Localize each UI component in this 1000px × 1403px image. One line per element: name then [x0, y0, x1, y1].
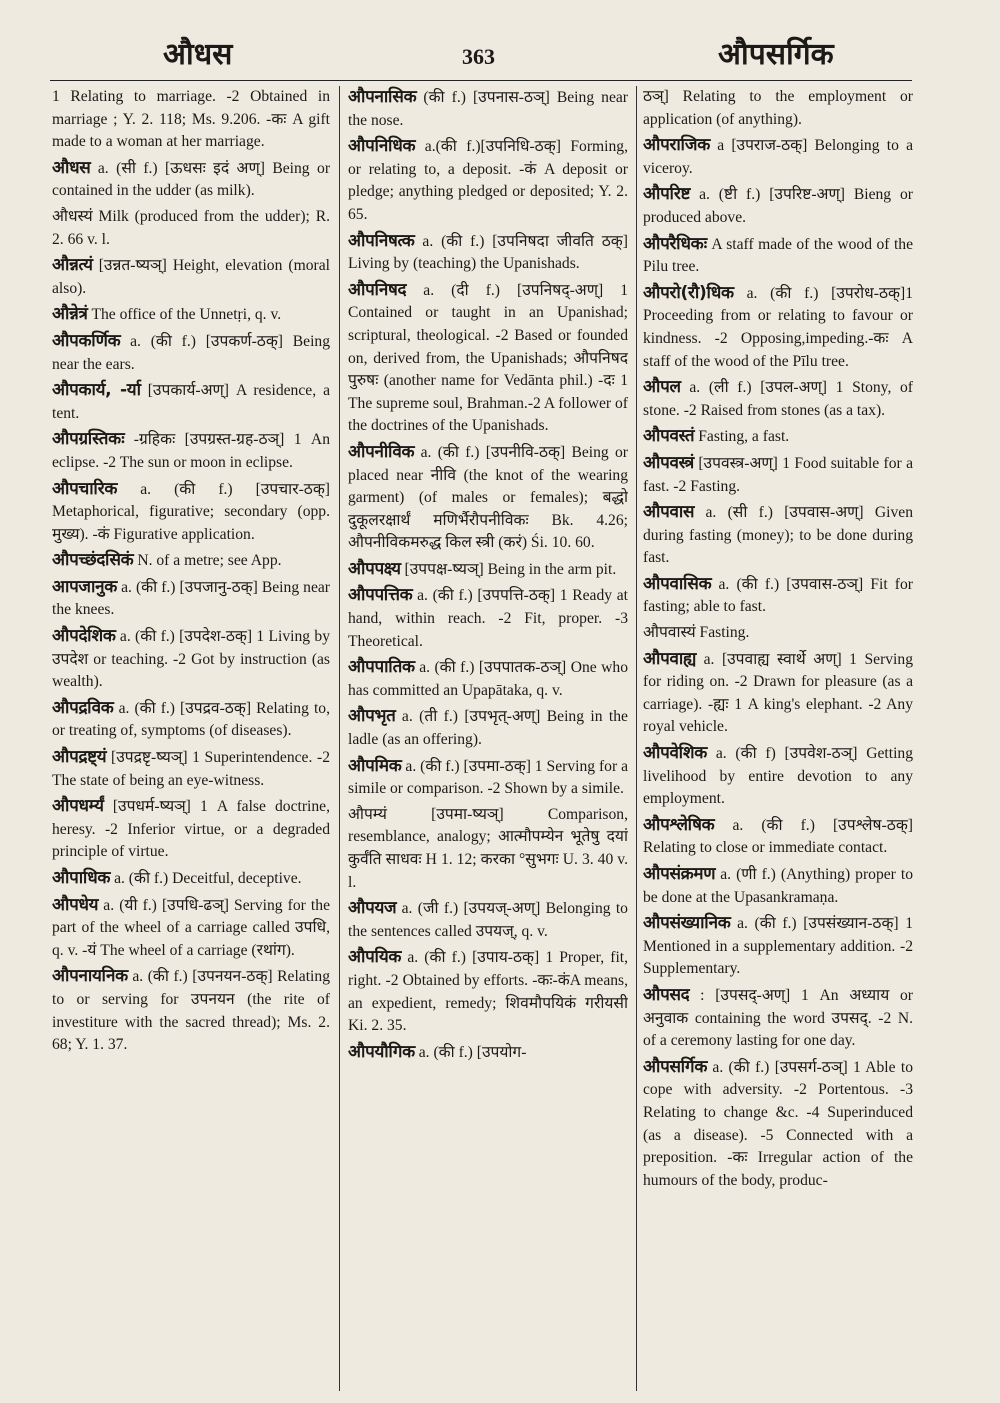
- entry-definition: a. (की f.) [उपयोग-: [418, 1043, 527, 1061]
- dictionary-entry: [52, 625, 330, 694]
- headword: औपश्लेषिक: [643, 814, 715, 835]
- column-2: [348, 86, 628, 1391]
- dictionary-entry: [643, 814, 913, 860]
- dictionary-entry: [52, 894, 330, 963]
- entry-definition: a. (ष्टी f.) [उपरिष्ट-अण्] Bieng or produced above.: [643, 186, 913, 226]
- entry-definition: ठञ्] Relating to the employment or application (of anything).: [643, 88, 913, 128]
- entry-definition: a. (की f.) [उपनयन-ठक्] Relating to or serving for उपनयन (the rite of investiture with the sacred thread); Ms. 2. 68; Y. 1. 37.: [52, 968, 330, 1054]
- headword: औपधेय: [52, 894, 99, 915]
- headword: औपनिषद: [348, 279, 407, 300]
- dictionary-entry: [348, 584, 628, 653]
- entry-definition: A staff made of the wood of the Pilu tree.: [643, 235, 913, 276]
- dictionary-entry: [52, 330, 330, 376]
- dictionary-entry: [52, 254, 330, 300]
- dictionary-entry: [643, 376, 913, 422]
- entry-definition: a. (की f.) [उपद्रव-ठक्] Relating to, or treating of, symptoms (of diseases).: [52, 699, 330, 740]
- headword: औपराजिक: [643, 135, 710, 156]
- header-rule: [50, 80, 912, 81]
- headword: औपकर्णिक: [52, 330, 121, 351]
- dictionary-entry: [52, 576, 330, 622]
- headword: औपयौगिक: [348, 1041, 415, 1062]
- dictionary-entry: [348, 135, 628, 226]
- entry-definition: a [उपराज-ठक्] Belonging to a viceroy.: [643, 137, 913, 177]
- entry-definition: : [उपसद्-अण्] 1 An अध्याय or अनुवाक containing the word उपसद्. -2 N. of a ceremony lasting for one day.: [643, 986, 913, 1050]
- dictionary-entry: [643, 134, 913, 180]
- dictionary-entry: [348, 230, 628, 276]
- headword: औपयिक: [348, 947, 402, 968]
- entry-definition: a.(की f.)[उपनिधि-ठक्] Forming, or relating to, a deposit. -कं A deposit or pledge; anything pledged or deposited; Y. 2. 65.: [348, 138, 628, 223]
- entry-definition: [उपवस्त्र-अण्] 1 Food suitable for a fast. -2 Fasting.: [643, 454, 913, 495]
- entry-definition: a. (की f.) [उपाय-ठक्] 1 Proper, fit, right. -2 Obtained by efforts. -कः-कंA means, an expedient, remedy; शिवमौपयिकं गरीयसी Ki. 2. 35.: [348, 949, 628, 1035]
- entry-definition: a. (की f.) [उपरोध-ठक्]1 Proceeding from or relating to favour or kindness. -2 Opposing,impeding.-कः A staff of the wood of the Pīlu tree.: [643, 284, 913, 370]
- headword: औन्नेत्रं: [52, 304, 88, 325]
- entry-definition: a. (यी f.) [उपधि-ढञ्] Serving for the part of the wheel of a carriage called उपधि, q. v. -यं The wheel of a carriage (रथांग).: [52, 896, 330, 959]
- headword: औन्नत्यं: [52, 255, 93, 276]
- entry-definition: a. (की f.) [उपपातक-ठञ्] One who has committed an Upapātaka, q. v.: [348, 659, 628, 699]
- dictionary-entry: [643, 1056, 913, 1193]
- headword: औपसर्गिक: [643, 1056, 708, 1077]
- headword: औपभृत: [348, 706, 396, 727]
- entry-definition: a. (सी f.) [ऊधसः इदं अण्] Being or contained in the udder (as milk).: [52, 159, 330, 200]
- dictionary-entry: [52, 379, 330, 425]
- headword: औपरो(रौ)धिक: [643, 282, 734, 303]
- dictionary-entry: [52, 549, 330, 573]
- headword: औपदेशिक: [52, 626, 116, 647]
- headword: औपग्रस्तिकः: [52, 429, 125, 450]
- entry-definition: Fasting, a fast.: [698, 428, 790, 446]
- dictionary-entry: [52, 965, 330, 1056]
- entry-definition: औधस्यं Milk (produced from the udder); R. 2. 66 v. l.: [52, 207, 330, 248]
- entry-definition: [उपपक्ष-ष्यञ्] Being in the arm pit.: [404, 560, 617, 578]
- page-number: 363: [462, 44, 495, 69]
- entry-definition: a. (की f.) [उपनिषदा जीवति ठक्] Living by (teaching) the Upanishads.: [348, 232, 628, 273]
- dictionary-entry: [348, 804, 628, 894]
- dictionary-entry: [348, 558, 628, 582]
- headword: औपरैधिकः: [643, 233, 707, 254]
- entry-definition: a. (की f.) [उपनीवि-ठक्] Being or placed near नीवि (the knot of the wearing garment) (of males or females); बद्धो दुकूलरक्षार्थं मणिर्भैरौपनीविकः Bk. 4.26; औपनीविकमरुद्ध किल स्त्री (करं) Śi. 10. 60.: [348, 443, 628, 552]
- headword: औपवासिक: [643, 573, 712, 594]
- entry-definition: a. [उपवाह्य स्वार्थे अण्] 1 Serving for riding on. -2 Drawn for pleasure (as a carriage). -ह्यः 1 A king's elephant. -2 Any royal vehicle.: [643, 650, 913, 736]
- dictionary-entry: [52, 697, 330, 743]
- dictionary-entry: [52, 86, 330, 154]
- dictionary-entry: [643, 425, 913, 449]
- dictionary-entry: [643, 863, 913, 909]
- column-divider: [339, 86, 340, 1391]
- entry-definition: a. (की f.) [उपदेश-ठक्] 1 Living by उपदेश or teaching. -2 Got by instruction (as wealth).: [52, 628, 330, 691]
- dictionary-entry: [348, 441, 628, 555]
- headword: औपपक्ष्य: [348, 558, 401, 579]
- headword: औपद्रष्ट्यं: [52, 747, 107, 768]
- dictionary-entry: [52, 428, 330, 474]
- entry-definition: [उन्नत-ष्यञ्] Height, elevation (moral also).: [52, 257, 330, 297]
- entry-definition: a. (की f.) [उपपत्ति-ठक्] 1 Ready at hand, within reach. -2 Fit, proper. -3 Theoretical.: [348, 587, 628, 650]
- dictionary-entry: [643, 573, 913, 619]
- dictionary-entry: [643, 501, 913, 570]
- headword: औपवेशिक: [643, 743, 708, 764]
- entry-definition: औपम्यं [उपमा-ष्यञ्] Comparison, resemblance, analogy; आत्मौपम्येन भूतेषु दयां कुर्वंति साधवः H 1. 12; करका °सुभगः U. 3. 40 v. l.: [348, 805, 628, 891]
- dictionary-entry: [643, 282, 913, 373]
- entry-definition: a. (की f.) [उपकर्ण-ठक्] Being near the ears.: [52, 332, 330, 373]
- dictionary-entry: [348, 1041, 628, 1065]
- entry-definition: a. (की f.) [उपवास-ठञ्] Fit for fasting; able to fast.: [643, 575, 913, 616]
- dictionary-entry: [643, 452, 913, 498]
- headword: औपमिक: [348, 755, 402, 776]
- dictionary-entry: [643, 984, 913, 1053]
- dictionary-entry: [643, 233, 913, 279]
- headword: औपपातिक: [348, 657, 415, 678]
- column-divider: [636, 86, 637, 1391]
- headword: औपवस्तं: [643, 426, 695, 447]
- headword: औपवास: [643, 502, 695, 523]
- dictionary-entry: [52, 478, 330, 547]
- headword: औपधर्म्यं: [52, 796, 104, 817]
- entry-definition: The office of the Unnetṛi, q. v.: [91, 306, 282, 324]
- headword: औपनिषत्क: [348, 230, 415, 251]
- headword: औपाधिक: [52, 868, 111, 888]
- dictionary-entry: [643, 622, 913, 645]
- entry-definition: a. (की f.) [उपसर्ग-ठञ्] 1 Able to cope with adversity. -2 Portentous. -3 Relating to change &c. -4 Superinduced (as a disease). -5 Connected with a preposition. -कः Irregular action of the humours of the body, produc-: [643, 1058, 913, 1189]
- dictionary-entry: [52, 157, 330, 203]
- dictionary-entry: [348, 897, 628, 943]
- entry-definition: [उपकार्य-अण्] A residence, a tent.: [52, 382, 330, 422]
- entry-definition: a. (सी f.) [उपवास-अण्] Given during fasting (money); to be done during fast.: [643, 504, 913, 567]
- entry-definition: a. (दी f.) [उपनिषद्-अण्] 1 Contained or taught in an Upanishad; scriptural, theological. -2 Based or founded on, derived from, the Upanishads; औपनिषद पुरुषः (another name for Vedānta phil.) -दः 1 The supreme soul, Brahman.-2 A follower of the doctrines of the Upanishads.: [348, 281, 628, 435]
- dictionary-entry: [52, 303, 330, 327]
- headword: औपनिधिक: [348, 136, 416, 157]
- headword: औपनीविक: [348, 441, 415, 462]
- dictionary-entry: [52, 746, 330, 792]
- dictionary-entry: [348, 705, 628, 751]
- entry-definition: a. (जी f.) [उपयज्-अण्] Belonging to the sentences called उपयज्, q. v.: [348, 900, 628, 940]
- entry-definition: औपवास्यं Fasting.: [643, 624, 750, 642]
- entry-definition: [उपधर्म-ष्यञ्] 1 A false doctrine, heresy. -2 Inferior virtue, or a degraded principle of virtue.: [52, 798, 330, 861]
- entry-definition: a. (ती f.) [उपभृत्-अण्] Being in the ladle (as an offering).: [348, 708, 628, 749]
- dictionary-entry: [348, 656, 628, 702]
- dictionary-entry: [643, 912, 913, 981]
- entry-definition: a. (णी f.) (Anything) proper to be done at the Upasankramaṇa.: [643, 866, 913, 906]
- entry-definition: a. (ली f.) [उपल-अण्] 1 Stony, of stone. -2 Raised from stones (as a tax).: [643, 379, 913, 419]
- entry-definition: a. (की f.) [उपजानु-ठक्] Being near the knees.: [52, 578, 330, 619]
- entry-definition: (की f.) [उपनास-ठञ्] Being near the nose.: [348, 89, 628, 129]
- headword: औपवाह्य: [643, 648, 697, 669]
- headword: औधस: [52, 157, 91, 178]
- dictionary-entry: [52, 867, 330, 891]
- headword: औपचारिक: [52, 478, 118, 499]
- dictionary-entry: [643, 86, 913, 131]
- headword: औपवस्त्रं: [643, 452, 694, 473]
- headword: औपसंख्यानिक: [643, 913, 731, 934]
- headword: औपनायनिक: [52, 966, 128, 987]
- headword: औपयज: [348, 898, 397, 919]
- entry-definition: -ग्रहिकः [उपग्रस्त-ग्रह-ठञ्] 1 An eclipse. -2 The sun or moon in eclipse.: [52, 431, 330, 471]
- running-head-right: औपसर्गिक: [718, 37, 834, 72]
- headword: औपच्छंदसिकं: [52, 550, 134, 571]
- running-head-left: औधस: [163, 37, 233, 72]
- dictionary-entry: [348, 86, 628, 132]
- headword: औपरिष्ट: [643, 184, 691, 205]
- column-1: [52, 86, 330, 1391]
- headword: औपद्रविक: [52, 697, 114, 718]
- dictionary-entry: [348, 279, 628, 438]
- entry-definition: a. (की f) [उपवेश-ठञ्] Getting livelihood by entire devotion to any employment.: [643, 745, 913, 808]
- dictionary-entry: [643, 648, 913, 739]
- dictionary-entry: [643, 742, 913, 811]
- headword: औपसद: [643, 984, 690, 1005]
- entry-definition: [उपद्रष्टृ-ष्यञ्] 1 Superintendence. -2 The state of being an eye-witness.: [52, 749, 330, 789]
- dictionary-entry: [52, 795, 330, 864]
- headword: औपसंक्रमण: [643, 864, 716, 884]
- entry-definition: a. (की f.) [उपचार-ठक्] Metaphorical, figurative; secondary (opp. मुख्य). -कं Figurative application.: [52, 480, 330, 543]
- dictionary-entry: [348, 755, 628, 801]
- column-3: [643, 86, 913, 1391]
- entry-definition: 1 Relating to marriage. -2 Obtained in marriage ; Y. 2. 118; Ms. 9.206. -कः A gift made to a woman at her marriage.: [52, 88, 330, 151]
- entry-definition: a. (की f.) Deceitful, deceptive.: [114, 870, 302, 887]
- headword: आपजानुक: [52, 576, 118, 597]
- dictionary-entry: [348, 946, 628, 1037]
- dictionary-entry: [52, 206, 330, 251]
- entry-definition: a. (की f.) [उपमा-ठक्] 1 Serving for a simile or comparison. -2 Shown by a simile.: [348, 757, 628, 798]
- dictionary-entry: [643, 183, 913, 229]
- headword: औपनासिक: [348, 87, 417, 107]
- headword: औपकार्य, -र्या: [52, 380, 141, 401]
- entry-definition: a. (की f.) [उपसंख्यान-ठक्] 1 Mentioned in a supplementary addition. -2 Supplementary.: [643, 915, 913, 978]
- headword: औपपत्तिक: [348, 585, 413, 606]
- headword: औपल: [643, 377, 681, 398]
- entry-definition: N. of a metre; see App.: [137, 552, 282, 570]
- entry-definition: a. (की f.) [उपश्लेष-ठक्] Relating to close or immediate contact.: [643, 816, 913, 857]
